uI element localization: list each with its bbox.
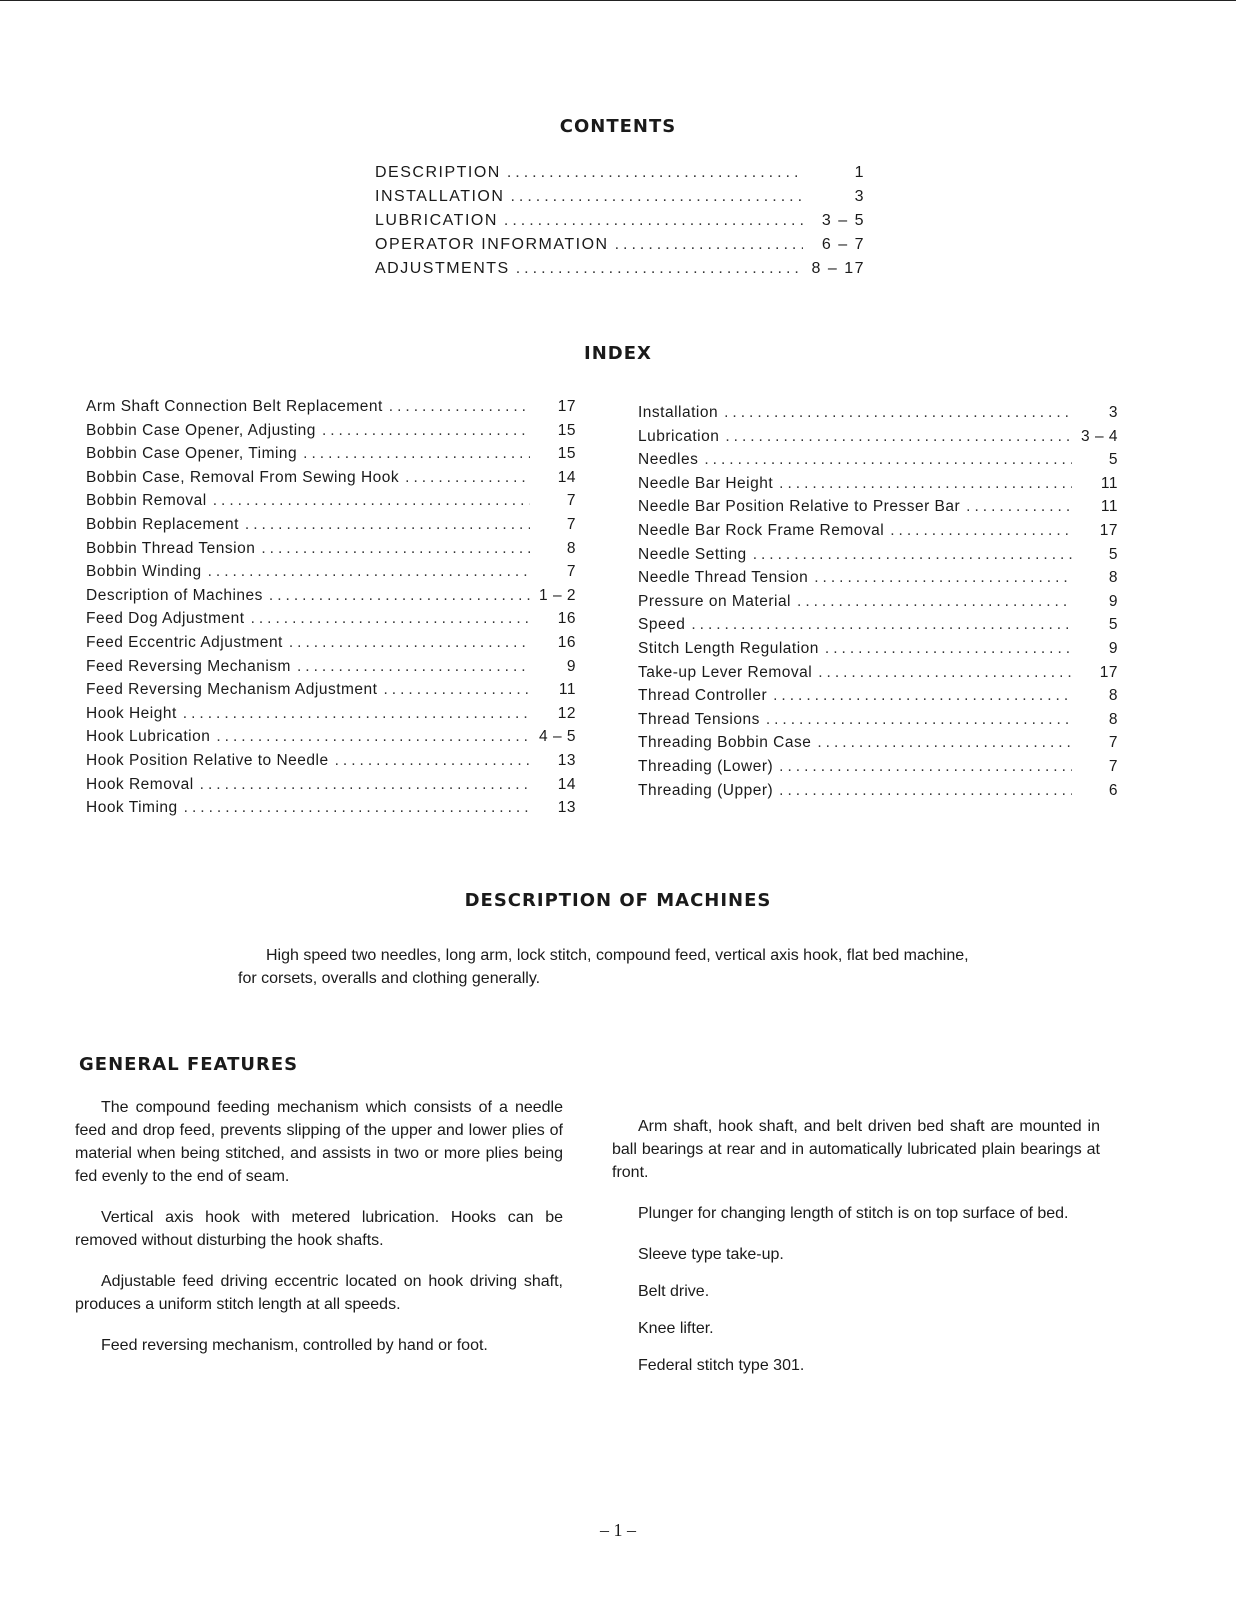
dot-leader (779, 475, 1072, 493)
contents-item (375, 188, 865, 212)
contents-item-label: ADJUSTMENTS (375, 260, 510, 277)
index-item (638, 428, 1118, 452)
dot-leader (303, 445, 530, 463)
index-item-page: 5 (1108, 545, 1118, 563)
index-item-label: Bobbin Replacement (86, 515, 239, 533)
features-left-column (75, 1096, 563, 1375)
index-item-label: Bobbin Thread Tension (86, 539, 256, 557)
index-item (638, 687, 1118, 711)
feature-paragraph: Federal stitch type 301. (638, 1357, 805, 1374)
index-item (86, 681, 576, 705)
dot-leader (245, 516, 530, 534)
index-item-page: 9 (1108, 639, 1118, 657)
index-item (638, 522, 1118, 546)
index-item (86, 658, 576, 682)
contents-item-label: LUBRICATION (375, 212, 498, 229)
index-item-page: 9 (566, 657, 576, 675)
index-item-label: Threading Bobbin Case (638, 734, 812, 752)
index-item-label: Bobbin Case Opener, Adjusting (86, 421, 316, 439)
index-item (86, 587, 576, 611)
contents-item (375, 164, 865, 188)
index-item (86, 563, 576, 587)
contents-item-page: 3 – 5 (821, 212, 865, 229)
index-item-label: Bobbin Removal (86, 492, 207, 510)
feature-paragraph: Knee lifter. (638, 1320, 714, 1337)
index-item (638, 734, 1118, 758)
index-item-label: Thread Tensions (638, 710, 760, 728)
index-item (86, 799, 576, 823)
index-item (86, 492, 576, 516)
index-item (86, 752, 576, 776)
index-item-label: Feed Reversing Mechanism Adjustment (86, 681, 378, 699)
index-item-page: 4 – 5 (539, 728, 576, 746)
dot-leader (213, 492, 530, 510)
top-rule (0, 0, 1236, 1)
index-item (638, 546, 1118, 570)
index-item-label: Hook Lubrication (86, 728, 211, 746)
index-item-label: Hook Removal (86, 775, 194, 793)
dot-leader (297, 658, 530, 676)
contents-item (375, 236, 865, 260)
index-item-page: 1 – 2 (539, 586, 576, 604)
index-item-page: 17 (557, 398, 576, 415)
dot-leader (183, 705, 530, 723)
dot-leader (825, 640, 1072, 658)
index-item-page: 14 (557, 775, 576, 793)
index-item (86, 610, 576, 634)
dot-leader (389, 398, 530, 416)
index-item-label: Take-up Lever Removal (638, 663, 813, 681)
dot-leader (725, 428, 1072, 446)
index-item (86, 516, 576, 540)
index-item-label: Pressure on Material (638, 592, 792, 610)
dot-leader (724, 404, 1072, 422)
contents-item-label: DESCRIPTION (375, 164, 501, 181)
index-item-page: 17 (1099, 521, 1118, 539)
features-right-column (612, 1115, 1100, 1391)
dot-leader (510, 188, 803, 206)
dot-leader (817, 734, 1072, 752)
index-item (638, 498, 1118, 522)
dot-leader (814, 569, 1072, 587)
index-item-page: 15 (557, 445, 576, 463)
index-item-page: 13 (557, 751, 576, 769)
index-item-page: 3 (1108, 404, 1118, 421)
index-item (638, 569, 1118, 593)
feature-paragraph: Sleeve type take-up. (638, 1246, 784, 1263)
dot-leader (797, 593, 1072, 611)
index-item (638, 616, 1118, 640)
feature-paragraph: Feed reversing mechanism, controlled by hand or foot. (101, 1337, 488, 1354)
index-item-page: 5 (1108, 616, 1118, 634)
index-item (86, 634, 576, 658)
index-item-page: 16 (557, 610, 576, 628)
index-item-label: Hook Timing (86, 799, 178, 817)
index-item-page: 13 (557, 799, 576, 817)
dot-leader (507, 164, 803, 182)
dot-leader (766, 711, 1072, 729)
dot-leader (779, 758, 1072, 776)
index-item (638, 451, 1118, 475)
index-item-page: 11 (1100, 498, 1118, 516)
index-item (638, 593, 1118, 617)
index-item-page: 8 (1108, 687, 1118, 705)
index-item-label: Installation (638, 404, 719, 421)
index-item-page: 14 (557, 468, 576, 486)
index-item-page: 8 (1108, 710, 1118, 728)
index-item-label: Threading (Lower) (638, 757, 774, 775)
index-item-page: 16 (557, 633, 576, 651)
contents-item-label: OPERATOR INFORMATION (375, 236, 609, 253)
index-item (638, 711, 1118, 735)
contents-item-page: 8 – 17 (811, 260, 865, 277)
dot-leader (691, 616, 1072, 634)
index-item (86, 540, 576, 564)
dot-leader (383, 681, 530, 699)
index-right-column (638, 404, 1118, 805)
index-item-label: Feed Reversing Mechanism (86, 657, 291, 675)
index-item-page: 12 (557, 704, 576, 722)
dot-leader (289, 634, 530, 652)
index-item-label: Needle Thread Tension (638, 569, 809, 587)
index-item (638, 758, 1118, 782)
page-number: – 1 – (600, 1520, 636, 1540)
index-item (86, 398, 576, 422)
dot-leader (966, 498, 1072, 516)
index-left-column (86, 398, 576, 823)
index-item-label: Threading (Upper) (638, 781, 774, 799)
index-item-label: Needle Bar Position Relative to Presser Bar (638, 498, 961, 516)
index-item-page: 7 (1108, 757, 1118, 775)
description-text: High speed two needles, long arm, lock stitch, compound feed, vertical axis hook, flat bed machine, for corsets, overalls and clothing generally. (238, 947, 969, 987)
index-item (638, 475, 1118, 499)
dot-leader (405, 469, 530, 487)
contents-item-page: 6 – 7 (821, 236, 865, 253)
dot-leader (615, 236, 803, 254)
index-item-page: 5 (1108, 451, 1118, 469)
index-item (638, 404, 1118, 428)
dot-leader (516, 260, 803, 278)
dot-leader (335, 752, 530, 770)
index-item (638, 782, 1118, 806)
index-item-label: Needle Bar Rock Frame Removal (638, 521, 885, 539)
index-item-label: Needle Bar Height (638, 474, 774, 492)
dot-leader (818, 664, 1072, 682)
contents-item-page: 1 (854, 164, 865, 181)
index-item (86, 422, 576, 446)
index-item-label: Bobbin Case, Removal From Sewing Hook (86, 468, 400, 486)
dot-leader (261, 540, 530, 558)
index-item-label: Lubrication (638, 427, 720, 445)
index-item-page: 8 (1108, 569, 1118, 587)
dot-leader (890, 522, 1072, 540)
dot-leader (269, 587, 530, 605)
dot-leader (216, 728, 530, 746)
dot-leader (504, 212, 803, 230)
index-item-label: Description of Machines (86, 586, 263, 604)
index-item-label: Feed Dog Adjustment (86, 610, 245, 628)
index-item-label: Stitch Length Regulation (638, 639, 819, 657)
index-item-page: 7 (566, 563, 576, 581)
dot-leader (753, 546, 1072, 564)
index-item-page: 6 (1108, 781, 1118, 799)
index-item-label: Speed (638, 616, 686, 634)
general-features-heading: GENERAL FEATURES (79, 1054, 299, 1075)
index-item-page: 8 (566, 539, 576, 557)
dot-leader (208, 563, 530, 581)
index-heading: INDEX (584, 343, 652, 364)
index-item (86, 445, 576, 469)
dot-leader (200, 776, 530, 794)
index-item-page: 11 (558, 681, 576, 699)
index-item-label: Thread Controller (638, 687, 768, 705)
index-item (638, 640, 1118, 664)
index-item-label: Needles (638, 451, 699, 469)
feature-paragraph: Adjustable feed driving eccentric located on hook driving shaft, produces a uniform stitch length at all speeds. (75, 1273, 563, 1313)
dot-leader (322, 422, 530, 440)
index-item-label: Arm Shaft Connection Belt Replacement (86, 398, 383, 415)
index-item-page: 7 (566, 492, 576, 510)
index-item-page: 7 (566, 515, 576, 533)
contents-item-label: INSTALLATION (375, 188, 505, 205)
index-item-label: Hook Height (86, 704, 177, 722)
index-item (86, 705, 576, 729)
index-item (86, 776, 576, 800)
feature-paragraph: Arm shaft, hook shaft, and belt driven bed shaft are mounted in ball bearings at rear and in automatically lubricated plain bearings at front. (612, 1118, 1100, 1181)
index-item-page: 11 (1100, 474, 1118, 492)
index-item-label: Hook Position Relative to Needle (86, 751, 329, 769)
contents-heading: CONTENTS (559, 116, 677, 137)
index-item-page: 9 (1108, 592, 1118, 610)
contents-item (375, 212, 865, 236)
index-item-label: Bobbin Case Opener, Timing (86, 445, 298, 463)
index-item-page: 15 (557, 421, 576, 439)
index-item-label: Bobbin Winding (86, 563, 202, 581)
contents-item-page: 3 (854, 188, 865, 205)
dot-leader (779, 782, 1072, 800)
feature-paragraph: The compound feeding mechanism which consists of a needle feed and drop feed, prevents slipping of the upper and lower plies of material when being stitched, and assists in two or more plies being fed evenly to the end of seam. (75, 1099, 563, 1185)
feature-paragraph: Plunger for changing length of stitch is on top surface of bed. (638, 1205, 1069, 1222)
index-item (86, 469, 576, 493)
index-item-page: 17 (1099, 663, 1118, 681)
index-item-page: 3 – 4 (1081, 427, 1118, 445)
index-item (638, 664, 1118, 688)
index-item-label: Needle Setting (638, 545, 747, 563)
dot-leader (773, 687, 1072, 705)
dot-leader (184, 799, 530, 817)
description-heading: DESCRIPTION OF MACHINES (464, 890, 772, 911)
dot-leader (251, 610, 530, 628)
index-item (86, 728, 576, 752)
index-item-label: Feed Eccentric Adjustment (86, 633, 283, 651)
index-item-page: 7 (1108, 734, 1118, 752)
contents-list (375, 164, 865, 284)
feature-paragraph: Vertical axis hook with metered lubrication. Hooks can be removed without disturbing the hook shafts. (75, 1209, 563, 1249)
dot-leader (704, 451, 1072, 469)
contents-item (375, 260, 865, 284)
feature-paragraph: Belt drive. (638, 1283, 710, 1300)
